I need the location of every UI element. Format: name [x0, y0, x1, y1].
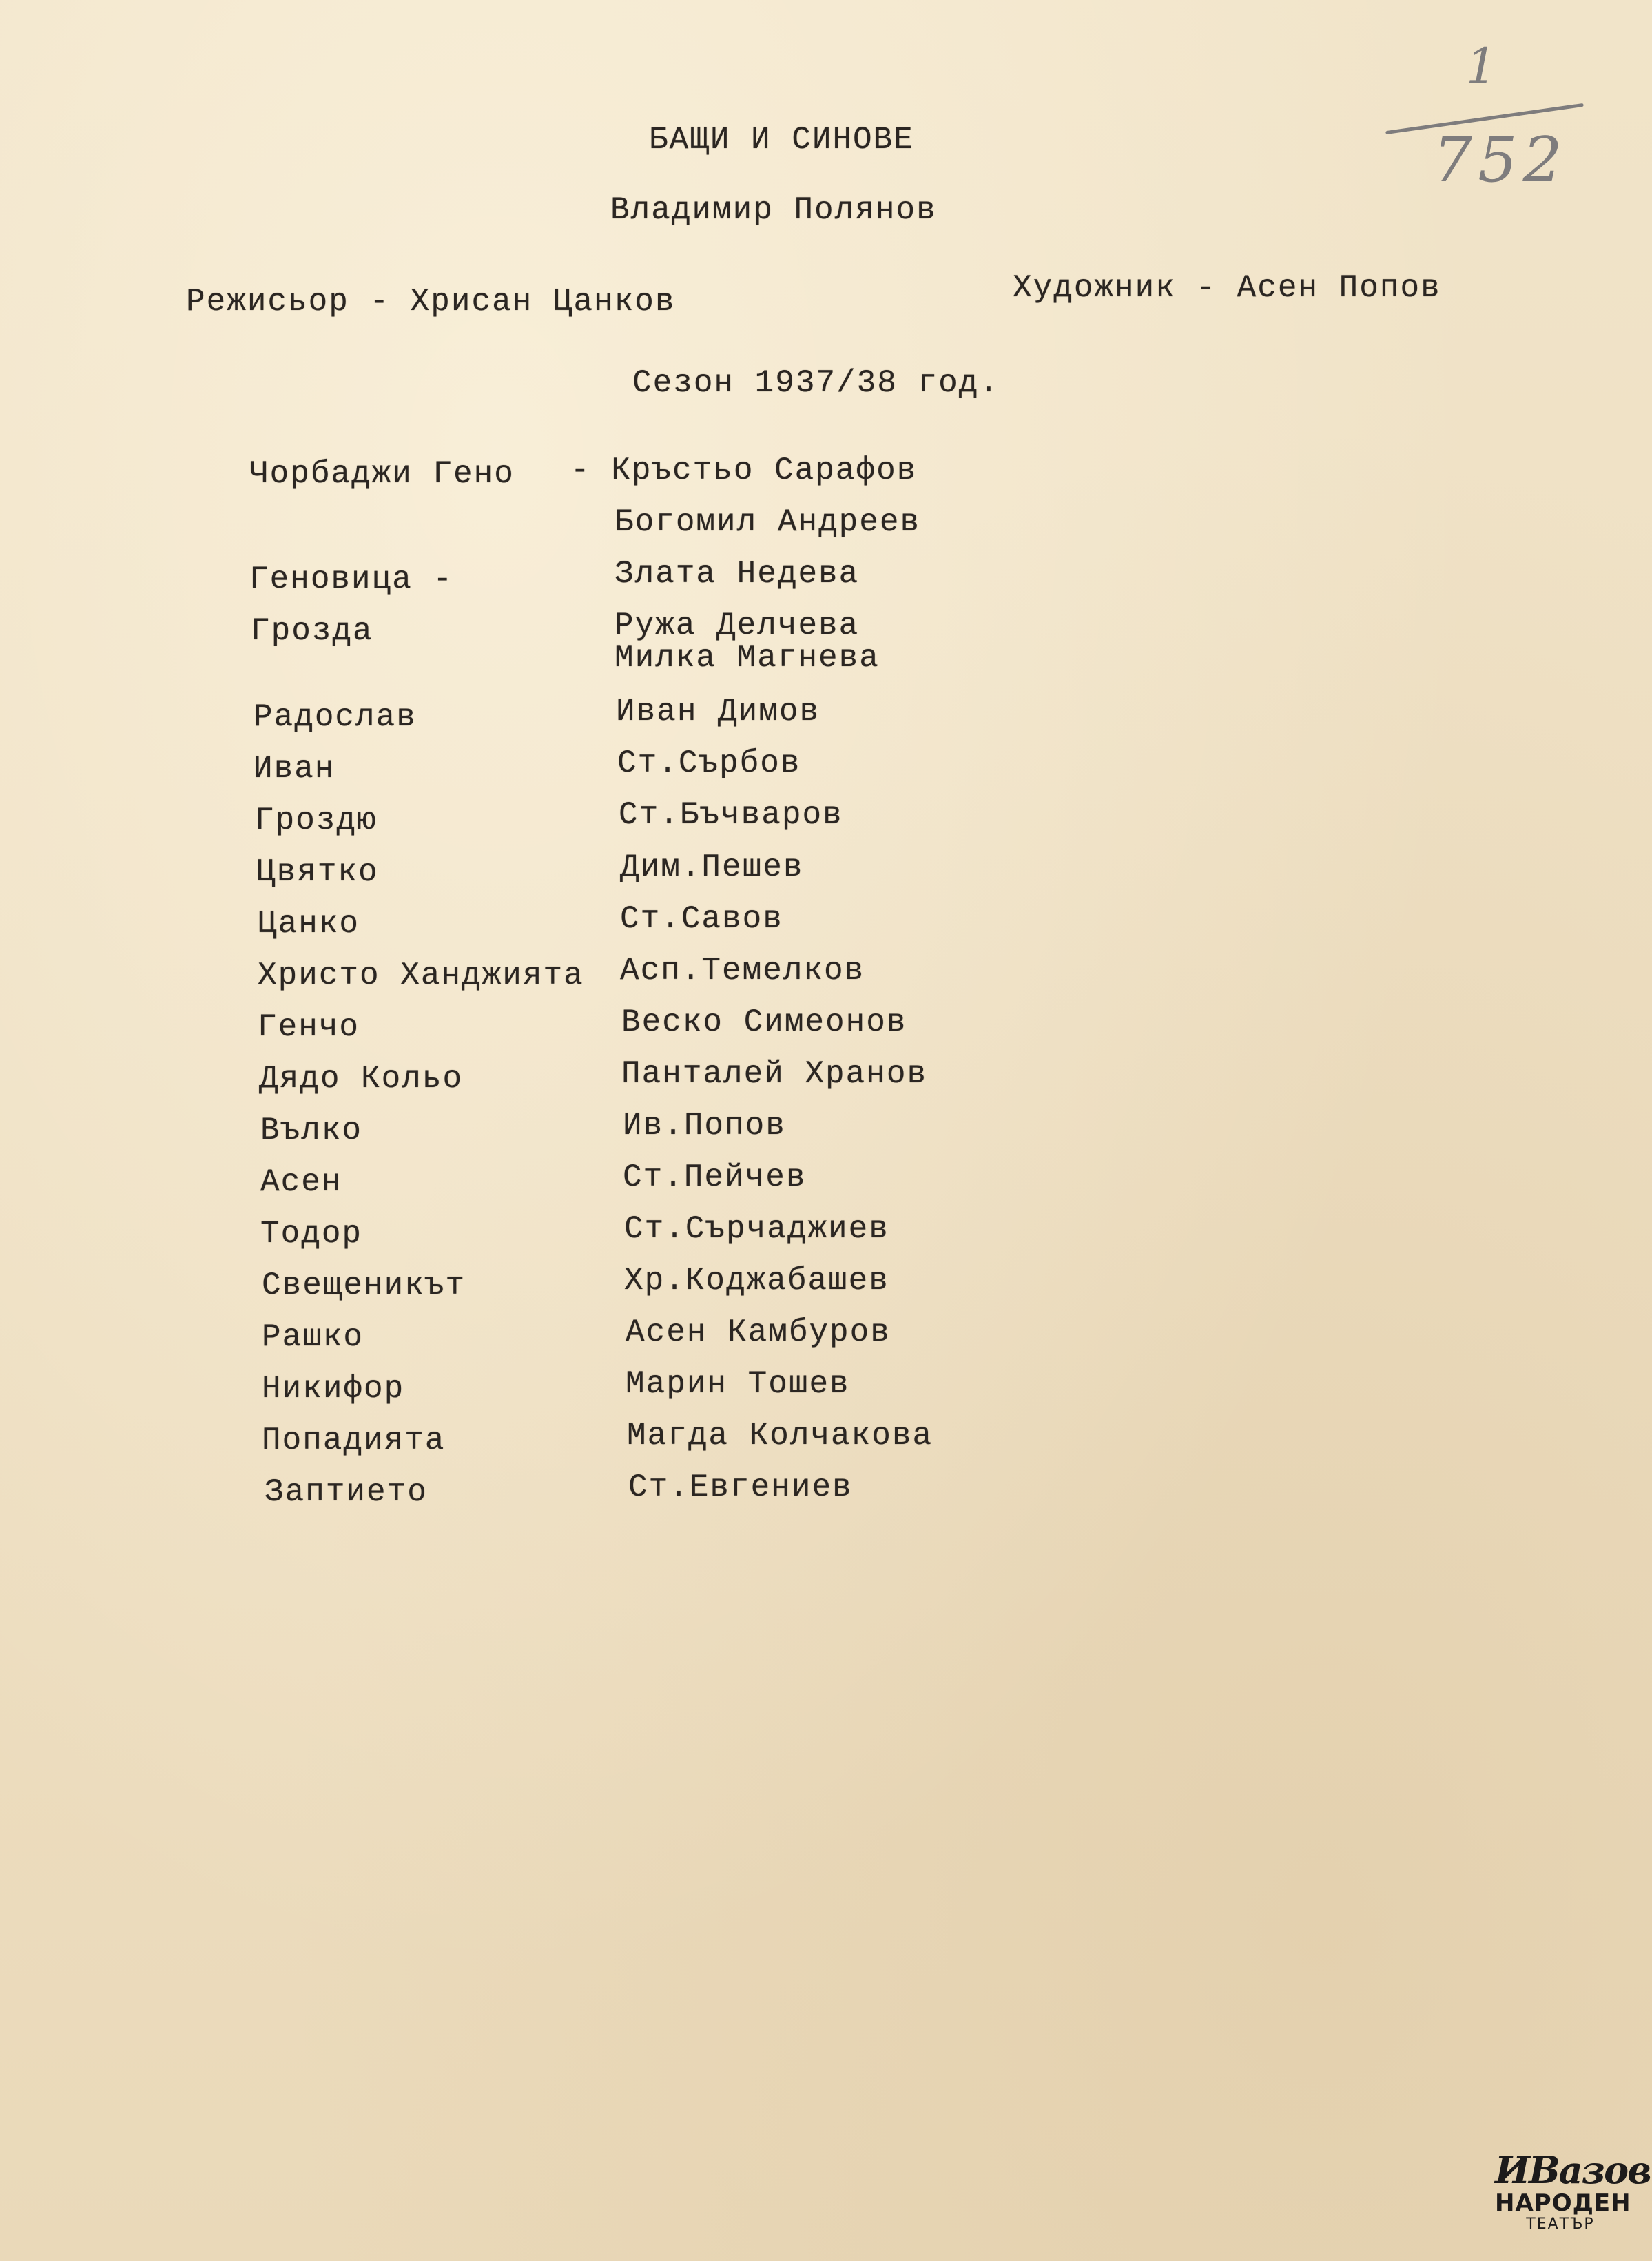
cast-actor: Богомил Андреев	[615, 504, 921, 540]
logo-name: НАРОДЕН	[1495, 2189, 1631, 2217]
cast-actor: Ст.Сърбов	[617, 745, 801, 781]
cast-actor: Ст.Бъчваров	[619, 797, 843, 833]
cast-actor: Милка Магнева	[615, 640, 880, 676]
cast-role: Асен	[260, 1164, 342, 1200]
director-line: Режисьор - Хрисан Цанков	[186, 284, 676, 320]
cast-actor: Ив.Попов	[623, 1108, 786, 1144]
cast-role: Вълко	[260, 1113, 363, 1148]
cast-actor: Ст.Пейчев	[623, 1159, 807, 1195]
cast-actor: Злата Недева	[615, 556, 860, 592]
cast-actor: - Кръстьо Сарафов	[570, 453, 918, 488]
cast-actor: Магда Колчакова	[627, 1418, 933, 1454]
logo-signature: ИВазов	[1495, 2148, 1651, 2192]
cast-actor: Асп.Темелков	[620, 953, 865, 989]
cast-role: Генчо	[258, 1009, 360, 1045]
cast-role: Свещеникът	[262, 1268, 466, 1303]
cast-actor: Хр.Коджабашев	[624, 1263, 889, 1299]
cast-actor: Марин Тошев	[626, 1366, 850, 1402]
cast-actor: Иван Димов	[616, 694, 820, 730]
cast-actor: Дим.Пешев	[620, 849, 804, 885]
cast-role: Цвятко	[256, 854, 379, 890]
cast-actor: Веско Симеонов	[621, 1004, 907, 1040]
play-title: БАЩИ И СИНОВЕ	[649, 122, 914, 158]
national-theatre-logo	[1495, 2148, 1651, 2246]
cast-actor: Ст.Сърчаджиев	[624, 1211, 889, 1247]
cast-role: Дядо Кольо	[259, 1061, 464, 1097]
season-line: Сезон 1937/38 год.	[632, 365, 1000, 401]
cast-actor: Ружа Делчева	[615, 608, 860, 643]
cast-role: Рашко	[262, 1319, 364, 1355]
cast-role: Геновица -	[249, 561, 454, 597]
logo-subtitle: ТЕАТЪР	[1526, 2216, 1595, 2233]
play-author: Владимир Полянов	[610, 192, 937, 228]
archive-number-mark	[1385, 38, 1591, 203]
cast-actor: Асен Камбуров	[626, 1314, 891, 1350]
archive-number-top: 1	[1466, 38, 1497, 94]
cast-role: Никифор	[262, 1371, 405, 1407]
cast-role: Иван	[254, 751, 335, 787]
cast-role: Христо Ханджията	[258, 958, 584, 993]
cast-role: Грозда	[251, 613, 373, 649]
cast-role: Тодор	[260, 1216, 363, 1252]
artist-line: Художник - Асен Попов	[1013, 270, 1441, 306]
cast-role: Чорбаджи Гено	[249, 456, 515, 492]
cast-role: Гроздю	[255, 803, 378, 838]
archive-number-bottom: 752	[1433, 124, 1568, 196]
cast-role: Заптието	[265, 1474, 428, 1510]
cast-role: Радослав	[254, 699, 417, 735]
cast-actor: Панталей Хранов	[621, 1056, 928, 1092]
cast-actor: Ст.Савов	[620, 901, 783, 937]
cast-role: Попадията	[262, 1423, 446, 1458]
cast-actor: Ст.Евгениев	[628, 1469, 853, 1505]
cast-role: Цанко	[258, 906, 360, 942]
